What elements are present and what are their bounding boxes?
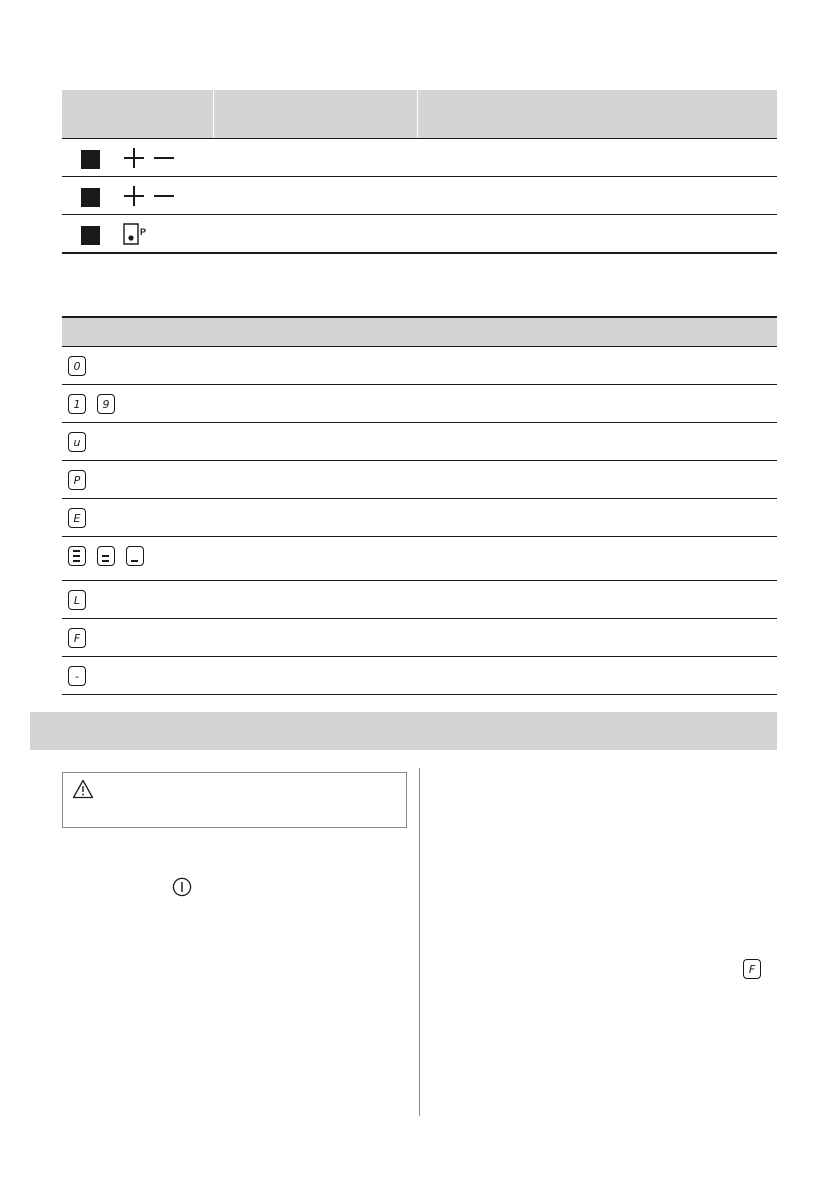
residual-heat-high-icon bbox=[68, 546, 86, 566]
display-table-row bbox=[62, 385, 777, 423]
display-table bbox=[62, 316, 777, 695]
on-off-icon bbox=[172, 877, 192, 897]
display-table-row bbox=[62, 581, 777, 619]
display-symbol: F bbox=[743, 959, 761, 979]
display-table-header bbox=[62, 316, 777, 347]
warning-box bbox=[62, 772, 407, 828]
residual-heat-medium-icon bbox=[97, 546, 115, 566]
plus-icon bbox=[123, 147, 145, 169]
section-heading-band bbox=[30, 712, 777, 750]
display-table-row bbox=[62, 461, 777, 499]
pan-point-icon bbox=[123, 222, 149, 246]
display-table-row bbox=[62, 347, 777, 385]
display-table-row bbox=[62, 423, 777, 461]
column-divider bbox=[419, 768, 420, 1116]
pan-letter: P bbox=[140, 227, 147, 237]
black-square-icon bbox=[81, 226, 100, 245]
display-symbol: 9 bbox=[97, 394, 115, 414]
minus-icon bbox=[153, 147, 175, 169]
residual-heat-low-icon bbox=[126, 546, 144, 566]
display-symbol: 0 bbox=[68, 356, 86, 376]
controls-table bbox=[62, 90, 777, 254]
display-symbol: P bbox=[68, 470, 86, 490]
black-square-icon bbox=[81, 188, 100, 207]
display-table-row bbox=[62, 499, 777, 537]
display-symbol: L bbox=[68, 590, 86, 610]
controls-table-row bbox=[62, 215, 777, 254]
display-table-row bbox=[62, 619, 777, 657]
black-square-icon bbox=[81, 150, 100, 169]
display-symbol: - bbox=[68, 666, 86, 686]
display-symbol: 1 bbox=[68, 394, 86, 414]
plus-icon bbox=[123, 185, 145, 207]
controls-table-header bbox=[62, 90, 777, 139]
controls-table-row bbox=[62, 177, 777, 215]
minus-icon bbox=[153, 185, 175, 207]
controls-table-row bbox=[62, 139, 777, 177]
display-table-row bbox=[62, 537, 777, 581]
display-symbol: F bbox=[68, 628, 86, 648]
display-symbol: u bbox=[68, 432, 86, 452]
display-symbol: E bbox=[68, 508, 86, 528]
display-table-row bbox=[62, 657, 777, 695]
warning-triangle-icon bbox=[72, 779, 94, 799]
